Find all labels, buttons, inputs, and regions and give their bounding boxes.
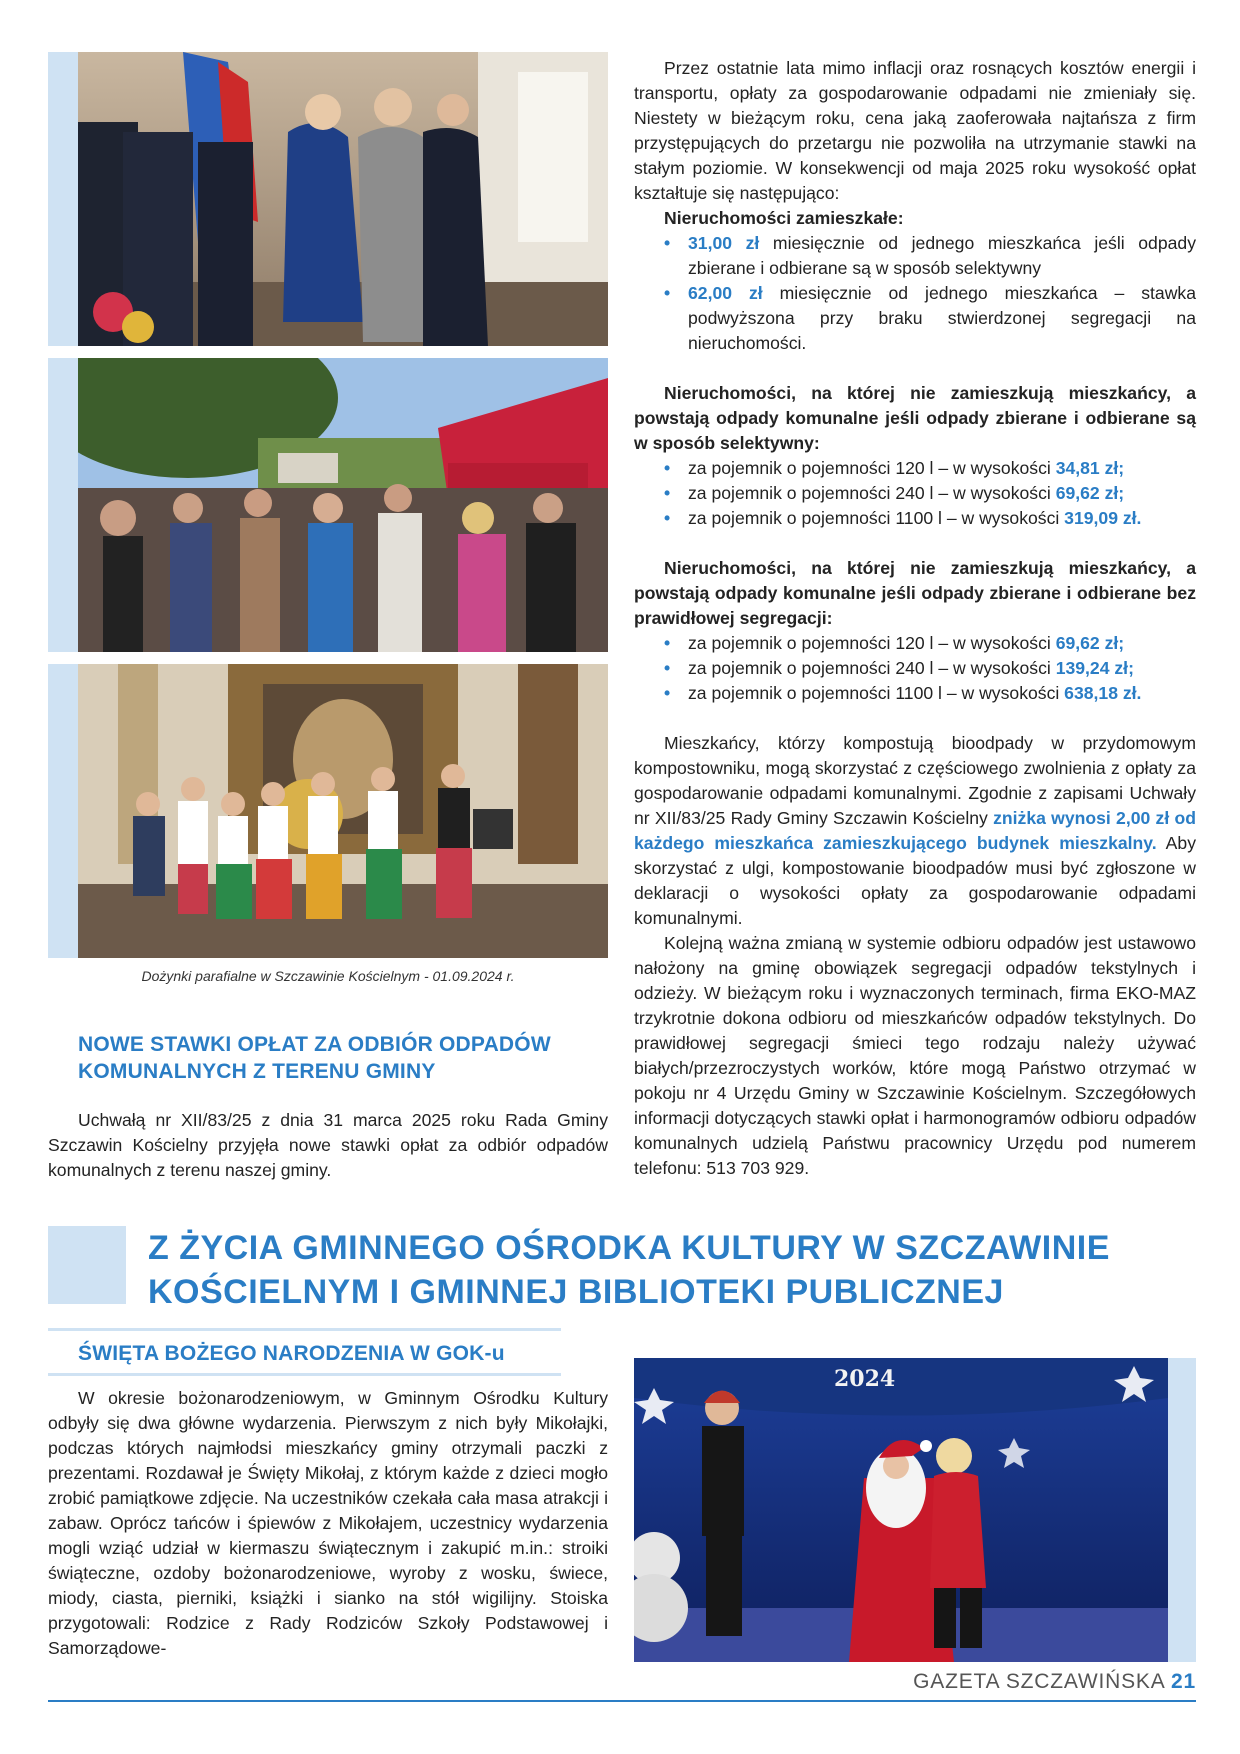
photo-year-text: 2024 (834, 1366, 896, 1392)
christmas-paragraph: W okresie bożonarodzeniowym, w Gminnym Ośrodku Kultury odbyły się dwa główne wydarzenia. Pierwszym z nich były Mikołajki, podczas których najmłodsi mieszkańcy gminy otrzymali paczki z prezentami. Rozdawał je Święty Mikołaj, z którym każde z dzieci mogło zrobić pamiątkowe zdjęcie. Na uczestników czekała cała masa atrakcji i zabaw. Oprócz tańców i śpiewów z Mikołajem, uczestnicy wydarzenia mogli wziąć udział w kiermaszu świątecznym i zakupić m.in.: stroiki świąteczne, ozdoby bożonarodzeniowe, wyroby z wosku, świece, miody, ciasta, pierniki, książki i sianko na stół wigilijny. Stoiska przygotowali: Rodzice z Rady Rodziców Szkoły Podstawowej i Samorządowe- (48, 1388, 608, 1658)
heading-text: ŚWIĘTA BOŻEGO NARODZENIA W GOK-u (78, 1342, 505, 1365)
group-nonresidential-selective-list (634, 456, 1196, 531)
list-item: • 62,00 zł miesięcznie od jednego mieszkańca – stawka podwyższona przy braku stwierdzonej segregacji na nieruchomości. (688, 281, 1196, 356)
group-nonresidential-unsorted-list (634, 631, 1196, 706)
list-item: • za pojemnik o pojemności 1100 l – w wysokości 638,18 zł. (688, 681, 1196, 706)
group-residential-title: Nieruchomości zamieszkałe: (664, 208, 904, 228)
heading-text: NOWE STAWKI OPŁAT ZA ODBIÓR ODPADÓW KOMUNALNYCH Z TERENU GMINY (78, 1033, 551, 1083)
section-heading-christmas (78, 1340, 568, 1367)
composting-paragraph: Mieszkańcy, którzy kompostują bioodpady w przydomowym kompostowniku, mogą skorzystać z częściowego zwolnienia z opłaty za gospodarowanie odpadami komunalnymi. Zgodnie z zapisami Uchwały nr XII/83/25 Rady Gminy Szczawin Kościelny zniżka wynosi 2,00 zł od każdego mieszkańca zamieszkującego budynek mieszkalny. Aby skorzystać z ulgi, kompostowanie bioodpadów musi być zgłoszone w deklaracji o wysokości opłaty za gospodarowanie odpadami komunalnymi. (634, 733, 1196, 928)
banner-accent-square (48, 1226, 126, 1304)
page-footer (888, 1670, 1196, 1694)
list-item: • za pojemnik o pojemności 240 l – w wysokości 139,24 zł; (688, 656, 1196, 681)
footer-rule (48, 1700, 1196, 1702)
heading-rule-top (48, 1328, 561, 1331)
waste-fees-intro: Uchwałą nr XII/83/25 z dnia 31 marca 2025 roku Rada Gminy Szczawin Kościelny przyjęła nowe stawki opłat za odbiór odpadów komunalnych z terenu naszej gminy. (48, 1110, 608, 1180)
list-item: • za pojemnik o pojemności 1100 l – w wysokości 319,09 zł. (688, 506, 1196, 531)
group-nonresidential-selective-title: Nieruchomości, na której nie zamieszkują mieszkańcy, a powstają odpady komunalne jeśli odpady zbierane i odbierane są w sposób selektywny: (634, 383, 1196, 453)
footer-title: GAZETA SZCZAWIŃSKA (913, 1670, 1165, 1693)
group-residential-list (634, 231, 1196, 356)
section-heading-waste-fees (78, 1031, 618, 1085)
photo-accent-strip (48, 52, 78, 346)
list-item: • za pojemnik o pojemności 120 l – w wysokości 34,81 zł; (688, 456, 1196, 481)
section-banner (148, 1226, 1208, 1314)
heading-rule-bottom (48, 1373, 561, 1376)
list-item: • za pojemnik o pojemności 240 l – w wysokości 69,62 zł; (688, 481, 1196, 506)
photo-crowd-outdoor (78, 358, 608, 652)
photo-santa-stage (634, 1358, 1168, 1662)
banner-line-1: Z ŻYCIA GMINNEGO OŚRODKA KULTURY W SZCZAWINIE (148, 1229, 1110, 1267)
intro-paragraph: Przez ostatnie lata mimo inflacji oraz rosnących kosztów energii i transportu, opłaty za gospodarowanie odpadami nie zmieniały się. Niestety w bieżącym roku, cena jaką zaoferowała najtańsza z firm przystępujących do przetargu nie pozwoliła na utrzymanie stawki na stałym poziomie. W konsekwencji od maja 2025 roku wysokość opłat kształtuje się następująco: (634, 58, 1196, 203)
banner-line-2: KOŚCIELNYM I GMINNEJ BIBLIOTEKI PUBLICZNEJ (148, 1273, 1004, 1311)
photo-accent-strip (1168, 1358, 1196, 1662)
page-number: 21 (1171, 1670, 1196, 1693)
photo-accent-strip (48, 358, 78, 652)
group-nonresidential-unsorted-title: Nieruchomości, na której nie zamieszkują mieszkańcy, a powstają odpady komunalne jeśli odpady zbierane i odbierane bez prawidłowej segregacji: (634, 558, 1196, 628)
textiles-paragraph: Kolejną ważna zmianą w systemie odbioru odpadów jest ustawowo nałożony na gminę obowiązek segregacji odpadów tekstylnych i odzieży. W bieżącym roku i wyznaczonych terminach, firma EKO-MAZ trzykrotnie dokona odbioru od mieszkańców odpadów tekstylnych. Do prawidłowej segregacji śmieci tego rodzaju należy używać białych/przezroczystych worków, które mogą Państwo otrzymać w pokoju nr 4 Urzędu Gminy w Szczawinie Kościelnym. Szczegółowych informacji dotyczących stawki opłat i harmonogramów odbioru odpadów komunalnych udzielą Państwu pracownicy Urzędu pod numerem telefonu: 513 703 929. (634, 933, 1196, 1178)
photo-accent-strip (48, 664, 78, 958)
photo-folk-ensemble (78, 664, 608, 958)
photo-caption: Dożynki parafialne w Szczawinie Kościelnym - 01.09.2024 r. (141, 968, 515, 984)
photo-ceremony (78, 52, 608, 346)
right-column (634, 56, 1196, 1181)
list-item: • 31,00 zł miesięcznie od jednego mieszkańca jeśli odpady zbierane i odbierane są w sposób selektywny (688, 231, 1196, 281)
list-item: • za pojemnik o pojemności 120 l – w wysokości 69,62 zł; (688, 631, 1196, 656)
